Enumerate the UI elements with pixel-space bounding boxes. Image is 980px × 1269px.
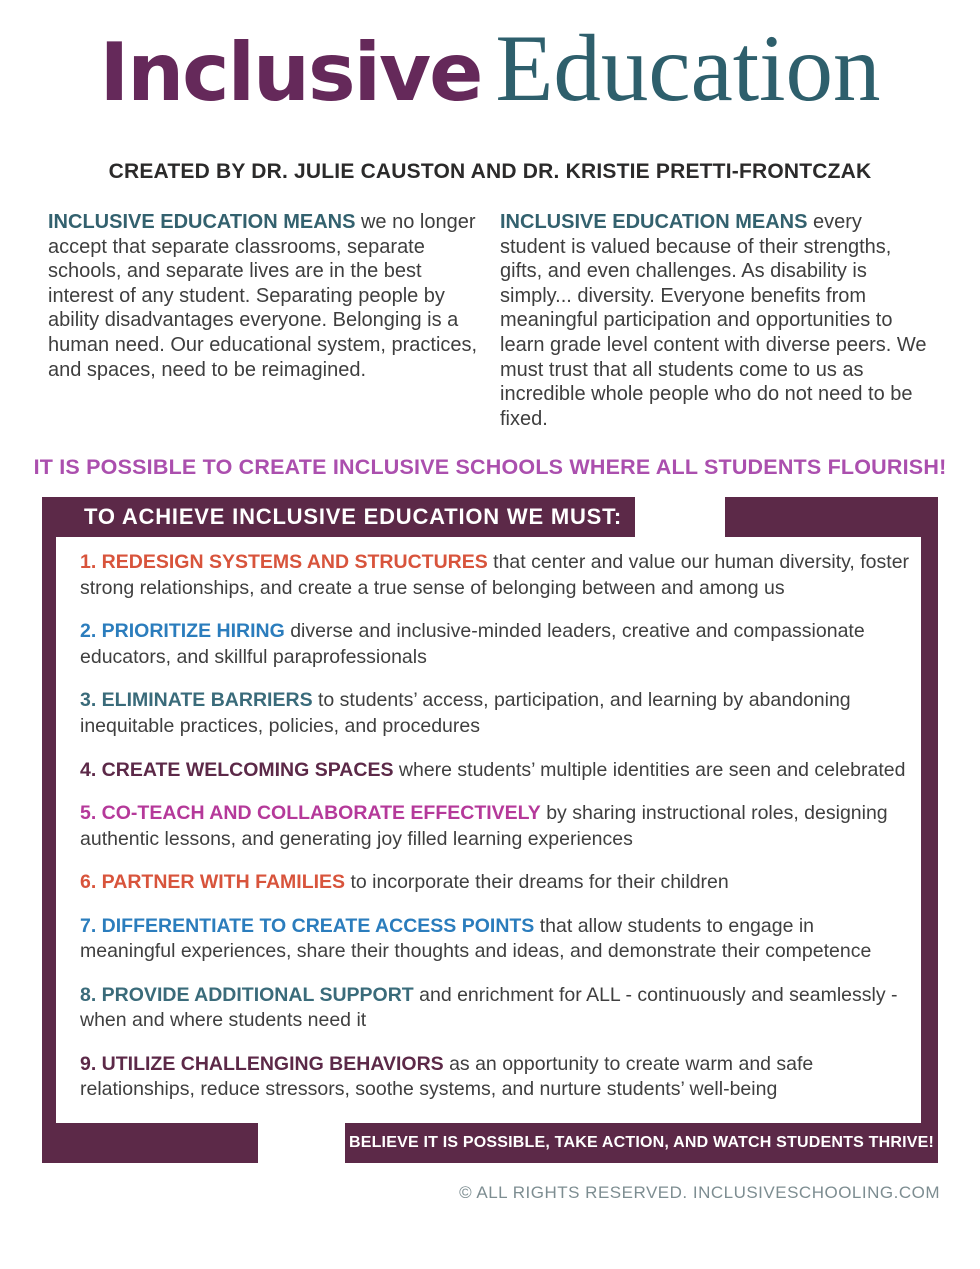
box-bottom-row	[42, 1123, 938, 1163]
must-item	[80, 870, 913, 896]
item-text: to incorporate their dreams for their children	[345, 871, 729, 894]
box-header-label: TO ACHIEVE INCLUSIVE EDUCATION WE MUST:	[84, 504, 623, 530]
title-inclusive: Inclusive	[99, 26, 482, 119]
item-text: by sharing instructional roles, designing authentic lessons, and generating joy filled learning experiences	[80, 802, 888, 850]
flyer-page	[0, 16, 980, 1269]
box-top-row	[42, 497, 938, 537]
must-item	[80, 983, 913, 1034]
item-lead: 7. DIFFERENTIATE TO CREATE ACCESS POINTS	[80, 914, 535, 937]
box-header-tab	[42, 497, 635, 537]
item-lead: 9. UTILIZE CHALLENGING BEHAVIORS	[80, 1052, 444, 1075]
item-lead: 3. ELIMINATE BARRIERS	[80, 689, 313, 712]
item-text: to students’ access, participation, and learning by abandoning inequitable practices, policies, and procedures	[80, 689, 851, 737]
must-item	[80, 801, 913, 852]
must-item	[80, 914, 913, 965]
box-content	[42, 537, 938, 1123]
box-top-border-segment	[725, 497, 938, 537]
must-item	[80, 550, 913, 601]
must-item	[80, 619, 913, 670]
box-top-gap	[635, 497, 725, 537]
page-title	[0, 16, 980, 148]
byline: CREATED BY DR. JULIE CAUSTON AND DR. KRISTIE PRETTI-FRONTCZAK	[108, 160, 872, 183]
item-text: as an opportunity to create warm and safe relationships, reduce stressors, soothe systems, and nurture students’ well-being	[80, 1052, 814, 1101]
title-education: Education	[495, 15, 881, 121]
thrive-banner	[345, 1123, 938, 1163]
intro-columns	[48, 210, 932, 431]
must-item	[80, 758, 913, 784]
must-item	[80, 688, 913, 739]
intro-right-text: every student is valued because of their strengths, gifts, and even challenges. As disability is simply... diversity. Everyone benefits from meaningful participation and opportunities to learn grade level content with diverse peers. We must trust that all students come to us as incredible whole people who do not need to be fixed.	[500, 211, 927, 430]
intro-column-left	[48, 210, 480, 431]
possible-headline: IT IS POSSIBLE TO CREATE INCLUSIVE SCHOOLS WHERE ALL STUDENTS FLOURISH!	[33, 455, 947, 480]
intro-column-right	[500, 210, 932, 431]
item-lead: 1. REDESIGN SYSTEMS AND STRUCTURES	[80, 551, 488, 574]
box-bottom-gap	[258, 1123, 345, 1163]
intro-right-lead: INCLUSIVE EDUCATION MEANS	[500, 211, 808, 233]
item-lead: 5. CO-TEACH AND COLLABORATE EFFECTIVELY	[80, 802, 541, 825]
thrive-banner-label: BELIEVE IT IS POSSIBLE, TAKE ACTION, AND WATCH STUDENTS THRIVE!	[348, 1133, 935, 1151]
must-items	[80, 550, 913, 1103]
item-text: that allow students to engage in meaningful experiences, share their thoughts and ideas, and demonstrate their competence	[80, 914, 872, 963]
item-lead: 8. PROVIDE ADDITIONAL SUPPORT	[80, 983, 414, 1006]
must-item	[80, 1052, 913, 1103]
item-text: diverse and inclusive-minded leaders, creative and compassionate educators, and skillful paraprofessionals	[80, 620, 865, 668]
item-lead: 2. PRIORITIZE HIRING	[80, 620, 285, 643]
item-text: where students’ multiple identities are seen and celebrated	[393, 758, 906, 781]
item-text: and enrichment for ALL - continuously and seamlessly - when and where students need it	[80, 983, 898, 1032]
item-lead: 4. CREATE WELCOMING SPACES	[80, 758, 394, 781]
intro-left-text: we no longer accept that separate classrooms, separate schools, and separate lives are in the best interest of any student. Separating people by ability disadvantages everyone. Belonging is a human need. Our educational system, practices, and spaces, need to be reimagined.	[48, 211, 478, 381]
item-text: that center and value our human diversity, foster strong relationships, and create a true sense of belonging between and among us	[80, 551, 910, 599]
intro-left-lead: INCLUSIVE EDUCATION MEANS	[48, 211, 356, 233]
box-bottom-border-segment	[42, 1123, 258, 1163]
item-lead: 6. PARTNER WITH FAMILIES	[80, 871, 346, 894]
copyright-footer: © ALL RIGHTS RESERVED. INCLUSIVESCHOOLING.COM	[459, 1182, 940, 1202]
must-box	[42, 497, 938, 1163]
